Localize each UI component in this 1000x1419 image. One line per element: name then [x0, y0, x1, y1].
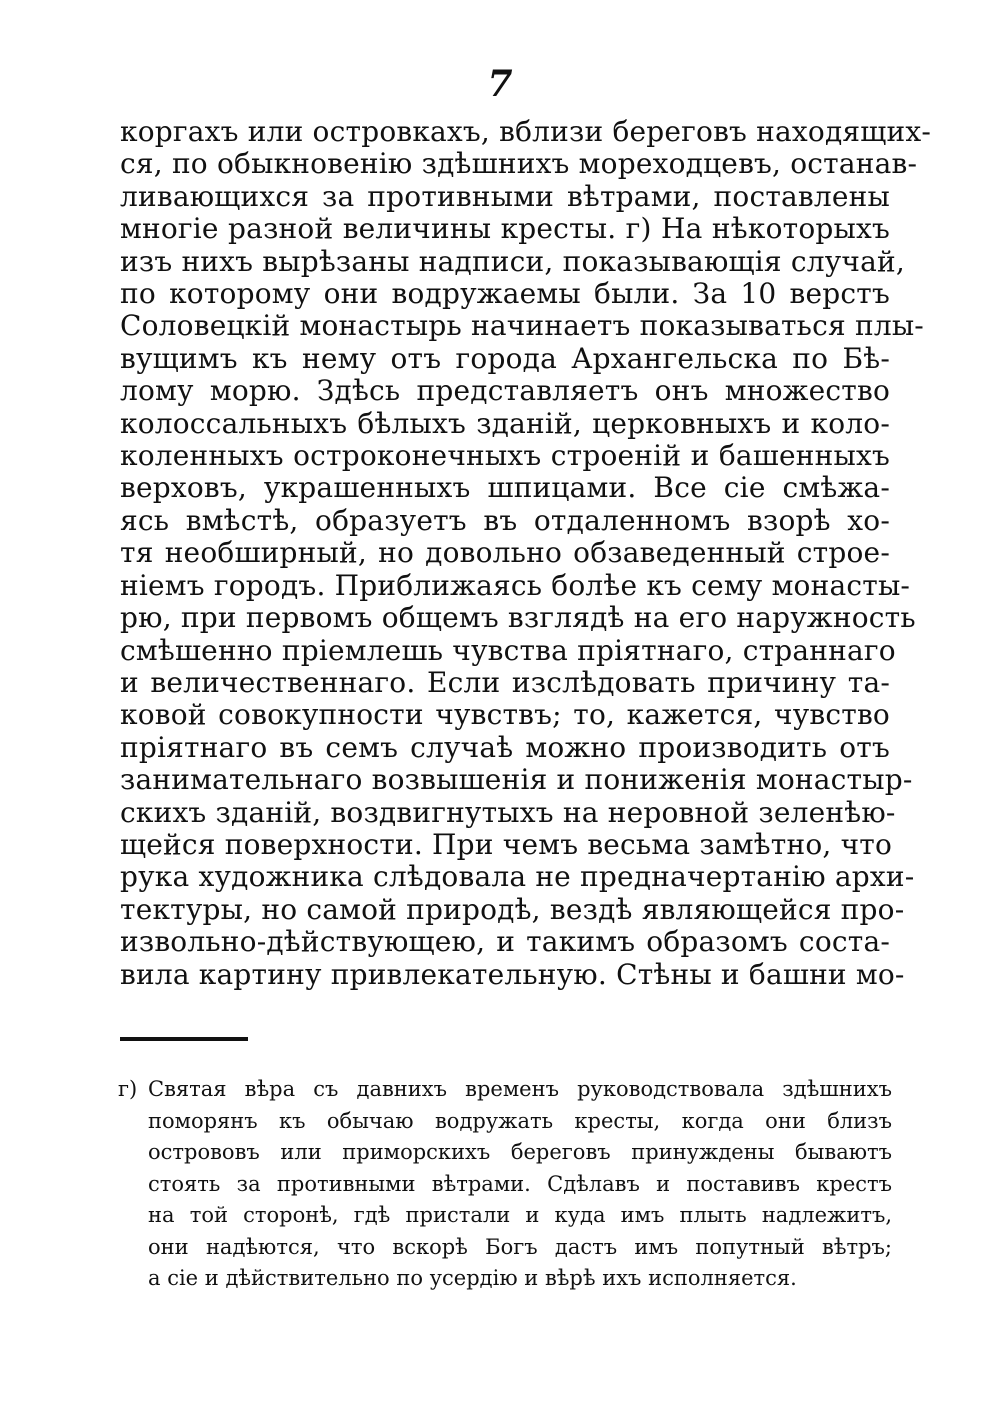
text-line: рю, при первомъ общемъ взглядѣ на его наружность [120, 601, 916, 635]
text-line: ливающихся за противными вѣтрами, поставлены [120, 179, 890, 213]
text-line: верховъ, украшенныхъ шпицами. Все сіе смѣжа- [120, 471, 890, 505]
footnote-line: поморянъ къ обычаю водружать кресты, когда они близъ [148, 1108, 892, 1133]
text-line: вила картину привлекательную. Стѣны и башни мо- [120, 957, 905, 991]
text-line: лому морю. Здѣсь представляетъ онъ множество [120, 374, 890, 408]
text-line: и величественнаго. Если изслѣдовать причину та- [120, 665, 890, 699]
footnote-line: стоять за противными вѣтрами. Сдѣлавъ и поставивъ крестъ [148, 1171, 892, 1196]
text-line: занимательнаго возвышенія и пониженія монастыр- [120, 763, 913, 797]
text-line: изъ нихъ вырѣзаны надписи, показывающія случай, [120, 244, 905, 278]
text-line: извольно-дѣйствующею, и такимъ образомъ соста- [120, 925, 890, 959]
text-line: щейся поверхности. При чемъ весьма замѣтно, что [120, 827, 893, 861]
text-line: коленныхъ остроконечныхъ строеній и башенныхъ [120, 439, 890, 473]
footnote-marker: г) [118, 1077, 138, 1101]
text-line: вущимъ къ нему отъ города Архангельска по Бѣ- [120, 341, 890, 375]
text-line: пріятнаго въ семъ случаѣ можно производить отъ [120, 730, 890, 764]
text-line: коргахъ или островкахъ, вблизи береговъ находящих- [120, 115, 932, 148]
text-line: колоссальныхъ бѣлыхъ зданій, церковныхъ и коло- [120, 406, 890, 440]
text-line: рука художника слѣдовала не предначертанію архи- [120, 860, 915, 894]
footnote-line: они надѣются, что вскорѣ Богъ дастъ имъ попутный вѣтръ; [148, 1234, 892, 1259]
text-line: ніемъ городъ. Приближаясь болѣе къ сему монасты- [120, 568, 911, 602]
footnote-separator [120, 1037, 248, 1041]
text-line: тектуры, но самой природѣ, вездѣ являющейся про- [120, 892, 905, 926]
text-line: скихъ зданій, воздвигнутыхъ на неровной зеленѣю- [120, 795, 896, 829]
text-line: тя необширный, но довольно обзаведенный строе- [120, 536, 890, 570]
text-line: Соловецкій монастырь начинаетъ показываться плы- [120, 309, 924, 343]
text-line: по которому они водружаемы были. За 10 верстъ [120, 277, 890, 311]
page-number: 7 [487, 63, 513, 105]
text-line: ясь вмѣстѣ, образуетъ въ отдаленномъ взорѣ хо- [120, 503, 890, 537]
text-line: многіе разной величины кресты. г) На нѣкоторыхъ [120, 212, 890, 246]
footnote [118, 1074, 892, 1295]
footnote-text: Святая вѣра съ давнихъ временъ руководствовала здѣшнихъ [148, 1077, 892, 1101]
footnote-line: острововъ или приморскихъ береговъ принуждены бываютъ [148, 1140, 892, 1164]
footnote-line: а сіе и дѣйствительно по усердію и вѣрѣ ихъ исполняется. [148, 1266, 797, 1290]
text-line: ковой совокупности чувствъ; то, кажется, чувство [120, 698, 890, 732]
text-line: ся, по обыкновенію здѣшнихъ мореходцевъ, останав- [120, 147, 918, 181]
main-text [120, 115, 932, 991]
footnote-line: на той сторонѣ, гдѣ пристали и куда имъ плыть надлежитъ, [148, 1203, 892, 1227]
footnote-line [118, 1074, 892, 1106]
text-line: смѣшенно пріемлешь чувства пріятнаго, страннаго [120, 633, 896, 667]
